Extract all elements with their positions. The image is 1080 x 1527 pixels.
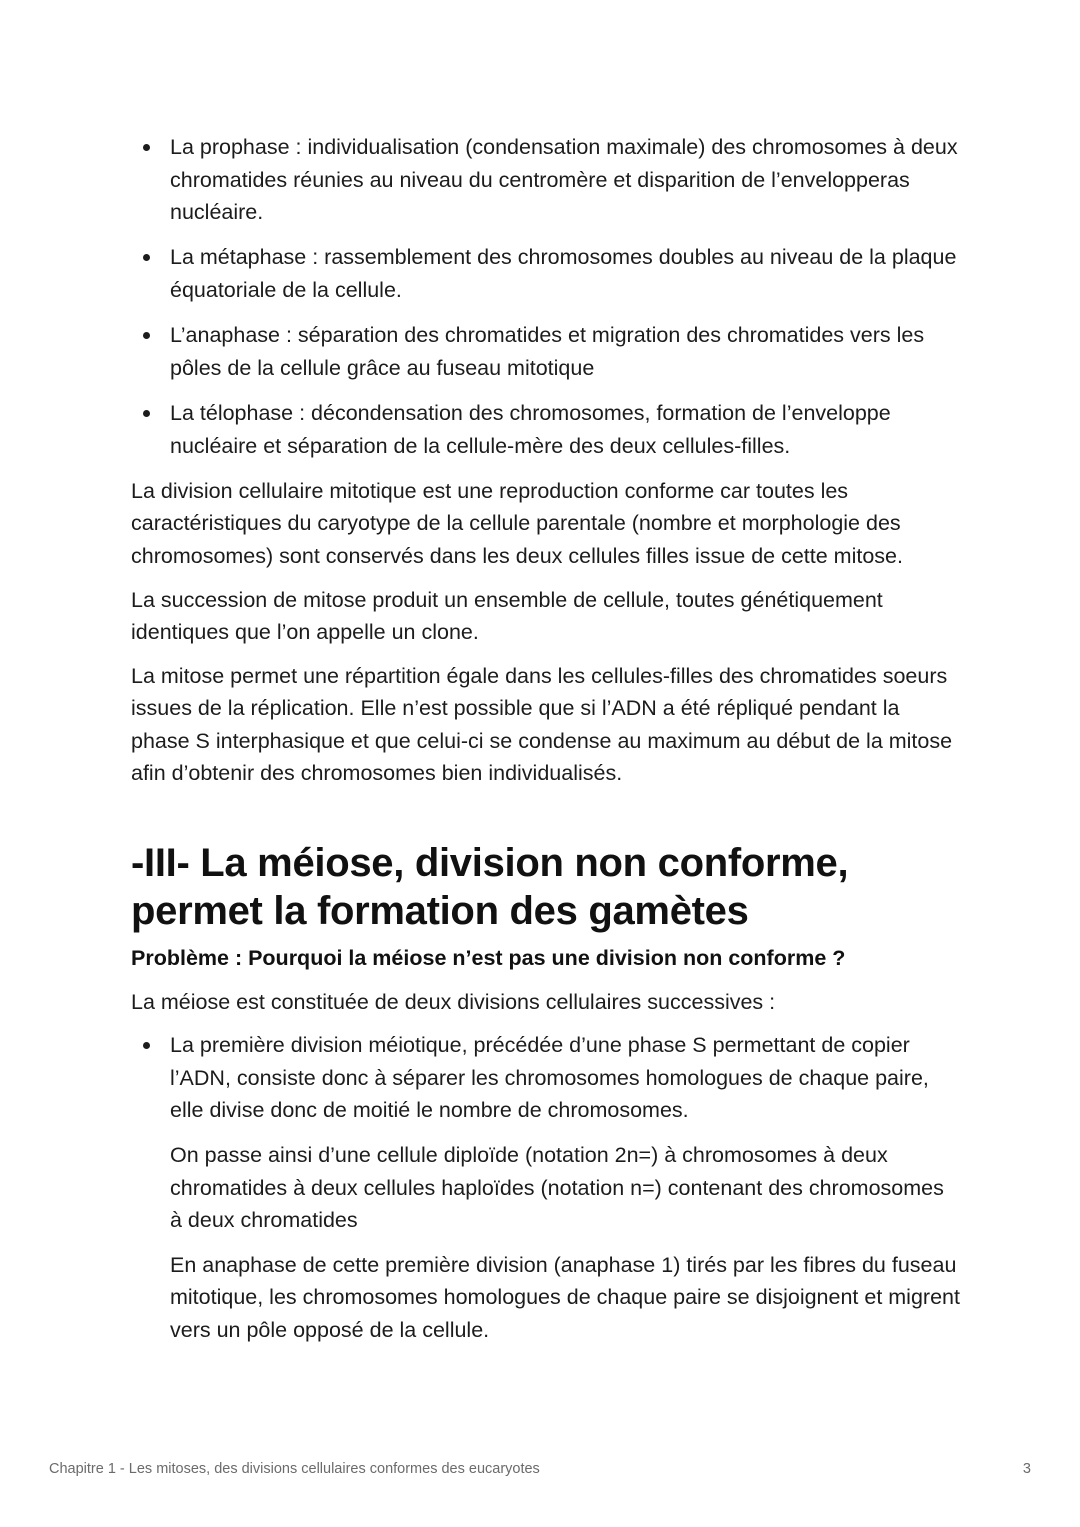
page-content xyxy=(131,131,961,1359)
section-heading-line2: permet la formation des gamètes xyxy=(131,889,749,934)
bullet-icon xyxy=(143,144,150,151)
section-heading-line1: -III- La méiose, division non conforme, xyxy=(131,841,849,886)
footer-chapter-title: Chapitre 1 - Les mitoses, des divisions cellulaires conformes des eucaryotes xyxy=(49,1461,540,1477)
anaphase1-text: En anaphase de cette première division (anaphase 1) tirés par les fibres du fuseau mitotique, les chromosomes homologues de chaque paire se disjoignent et migrent vers un pôle opposé de la cellule. xyxy=(170,1252,960,1342)
list-item-first-division xyxy=(131,1029,961,1346)
meiose-intro: La méiose est constituée de deux divisions cellulaires successives : xyxy=(131,989,776,1014)
diploide-haploide-text: On passe ainsi d’une cellule diploïde (notation 2n=) à chromosomes à deux chromatides à deux cellules haploïdes (notation n=) contenant des chromosomes à deux chromatides xyxy=(170,1143,944,1233)
list-item-metaphase xyxy=(131,241,961,306)
problem-statement: Problème : Pourquoi la méiose n’est pas une division non conforme ? xyxy=(131,946,846,971)
list-item-anaphase xyxy=(131,319,961,384)
metaphase-text: La métaphase : rassemblement des chromosomes doubles au niveau de la plaque équatoriale de la cellule. xyxy=(170,245,957,302)
telophase-text: La télophase : décondensation des chromosomes, formation de l’enveloppe nucléaire et séparation de la cellule-mère des deux cellules-filles. xyxy=(170,400,891,458)
paragraph-repartition: La mitose permet une répartition égale dans les cellules-filles des chromatides soeurs issues de la réplication. Elle n’est possible que si l’ADN a été répliqué pendant la phase S interphasique et que celui-ci se condense au maximum au début de la mitose afin d’obtenir des chromosomes bien individualisés. xyxy=(131,663,953,786)
bullet-icon xyxy=(143,332,150,339)
list-item-prophase xyxy=(131,131,961,229)
mitosis-phases-list xyxy=(131,131,961,462)
section-heading xyxy=(131,839,961,935)
bullet-icon xyxy=(143,1042,150,1049)
paragraph-clone: La succession de mitose produit un ensemble de cellule, toutes génétiquement identiques que l’on appelle un clone. xyxy=(131,587,883,645)
anaphase-text: L’anaphase : séparation des chromatides et migration des chromatides vers les pôles de la cellule grâce au fuseau mitotique xyxy=(170,323,925,380)
bullet-icon xyxy=(143,254,150,261)
meiose-list xyxy=(131,1029,961,1346)
bullet-icon xyxy=(143,410,150,417)
list-item-telophase xyxy=(131,397,961,462)
page-number: 3 xyxy=(1022,1461,1031,1477)
page-footer xyxy=(49,1459,1031,1479)
paragraph-conforme: La division cellulaire mitotique est une reproduction conforme car toutes les caractéristiques du caryotype de la cellule parentale (nombre et morphologie des chromosomes) sont conservés dans les deux cellules filles issue de cette mitose. xyxy=(131,478,903,568)
prophase-text: La prophase : individualisation (condensation maximale) des chromosomes à deux chromatides réunies au niveau du centromère et disparition de l’envelopperas nucléaire. xyxy=(170,135,958,225)
first-division-text: La première division méiotique, précédée d’une phase S permettant de copier l’ADN, consiste donc à séparer les chromosomes homologues de chaque paire, elle divise donc de moitié le nombre de chromosomes. xyxy=(170,1033,929,1123)
